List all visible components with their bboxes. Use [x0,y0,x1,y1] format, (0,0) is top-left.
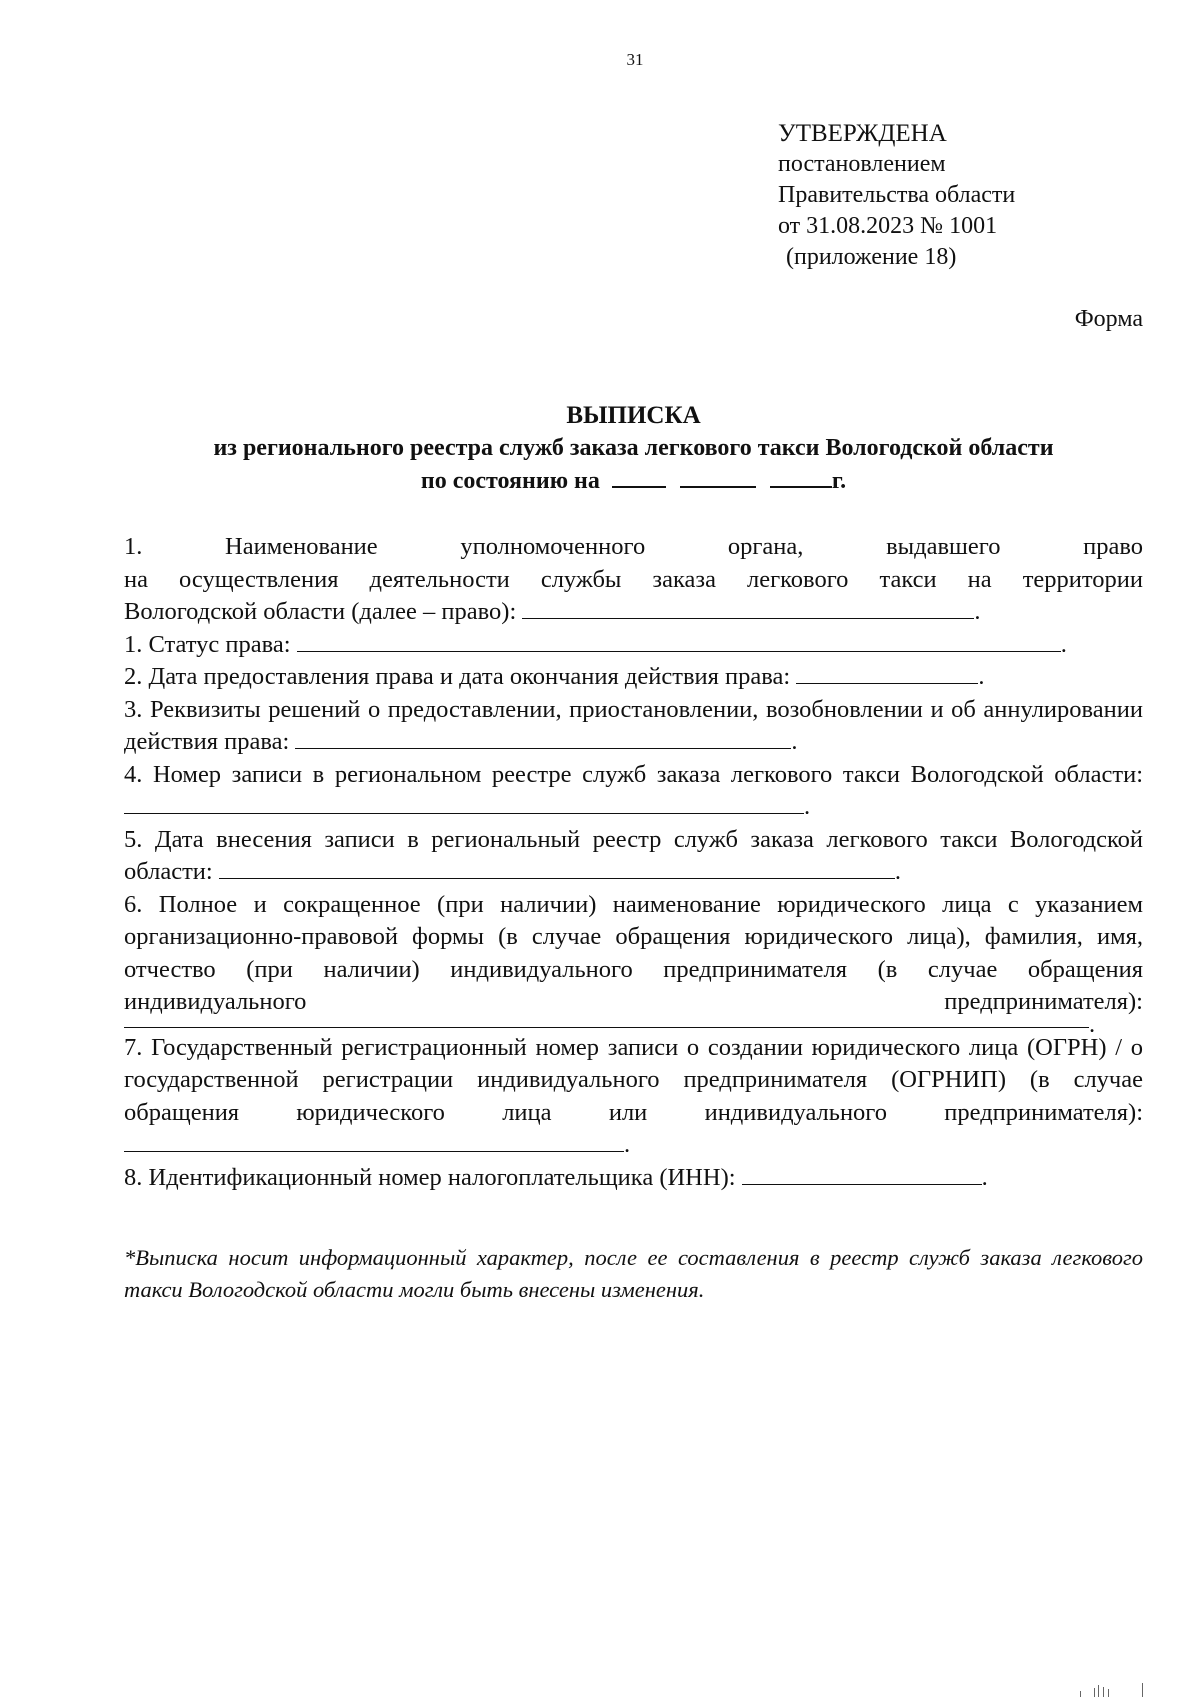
item-3 [124,694,1143,759]
scan-marks [1080,1683,1170,1697]
period: . [894,858,901,885]
date-year-blank[interactable] [770,464,832,488]
footnote: *Выписка носит информационный характер, после ее составления в реестр служб заказа легкового такси Вологодской области могли быть внесены изменения. [124,1245,1143,1302]
form-label: Форма [1074,306,1143,332]
period: . [981,1163,988,1191]
item-4-label: 4. Номер записи в региональном реестре служб заказа легкового такси Вологодской области: [124,760,1143,788]
inn-blank[interactable] [742,1162,982,1185]
approval-line: Правительства области [778,182,1016,208]
record-date-blank[interactable] [219,856,895,879]
item-2 [124,661,1143,694]
document-title [110,400,1157,497]
company-name-blank[interactable] [124,1013,1089,1028]
approval-line: от 31.08.2023 № 1001 [778,213,998,239]
item-1-line1 [124,531,1143,564]
item-7-label: 7. Государственный регистрационный номер записи о создании юридического лица (ОГРН) / о государственной регистрации индивидуального предпринимателя (ОГРНИП) (в случае обращения юридического лица или индивидуального предпринимателя): [124,1033,1143,1126]
title-date-line [110,464,1157,497]
period: . [624,1131,631,1158]
right-status-blank[interactable] [297,629,1061,652]
item-3-label: 3. Реквизиты решений о предоставлении, приостановлении, возобновлении и об аннулировании действия права: [124,695,1143,755]
period: . [1060,630,1067,658]
item-1-label: Вологодской области (далее – право): [124,598,517,625]
date-month-blank[interactable] [680,464,756,488]
item-8-label: 8. Идентификационный номер налогоплательщика (ИНН): [124,1163,736,1191]
item-6: 6. Полное и сокращенное (при наличии) наименование юридического лица с указанием организационно-правовой формы (в случае обращения юридического лица), фамилия, имя, отчество (при наличии) индивидуального предпринимателя (в случае обращения индивидуального предпринимателя): [124,890,1143,1015]
authority-name-blank[interactable] [522,596,974,619]
right-dates-blank[interactable] [796,661,978,684]
title-main: ВЫПИСКА [566,402,701,429]
period: . [974,598,981,625]
item-1-line2: на осуществления деятельности службы заказа легкового такси на территории [124,565,1143,593]
page-number: 31 [626,50,644,69]
item-1b [124,629,1143,662]
approval-stamp [778,118,1015,273]
form-body [124,531,1143,1194]
item-4 [124,759,1143,824]
item-1-number: 1. [124,533,143,560]
period: . [1089,1010,1096,1038]
item-1-word: органа, [727,533,804,560]
period: . [978,663,985,690]
item-6-blank-row [124,1010,1143,1038]
item-1-word: Наименование [225,533,378,560]
title-subtitle: из регионального реестра служб заказа легкового такси Вологодской области [213,435,1054,461]
approval-line: постановлением [778,151,946,177]
title-date-suffix: г. [831,468,847,494]
period: . [804,793,811,820]
title-date-prefix: по состоянию на [420,468,600,494]
decisions-details-blank[interactable] [295,726,791,749]
record-number-blank[interactable] [124,791,804,814]
item-1-word: выдавшего [886,533,1001,560]
ogrn-blank[interactable] [124,1129,624,1152]
date-day-blank[interactable] [612,464,666,488]
approval-appendix: (приложение 18) [786,244,957,270]
item-1-word: право [1083,533,1143,560]
item-1-line3 [124,596,1143,629]
item-1b-label: 1. Статус права: [124,630,291,658]
item-1-word: уполномоченного [460,533,646,560]
period: . [791,728,798,755]
approval-title: УТВЕРЖДЕНА [778,120,947,147]
item-5-label: 5. Дата внесения записи в региональный реестр служб заказа легкового такси Вологодской области: [124,825,1143,885]
item-5 [124,824,1143,889]
item-7 [124,1032,1143,1162]
item-8 [124,1162,1143,1195]
item-2-label: 2. Дата предоставления права и дата окончания действия права: [124,663,791,690]
